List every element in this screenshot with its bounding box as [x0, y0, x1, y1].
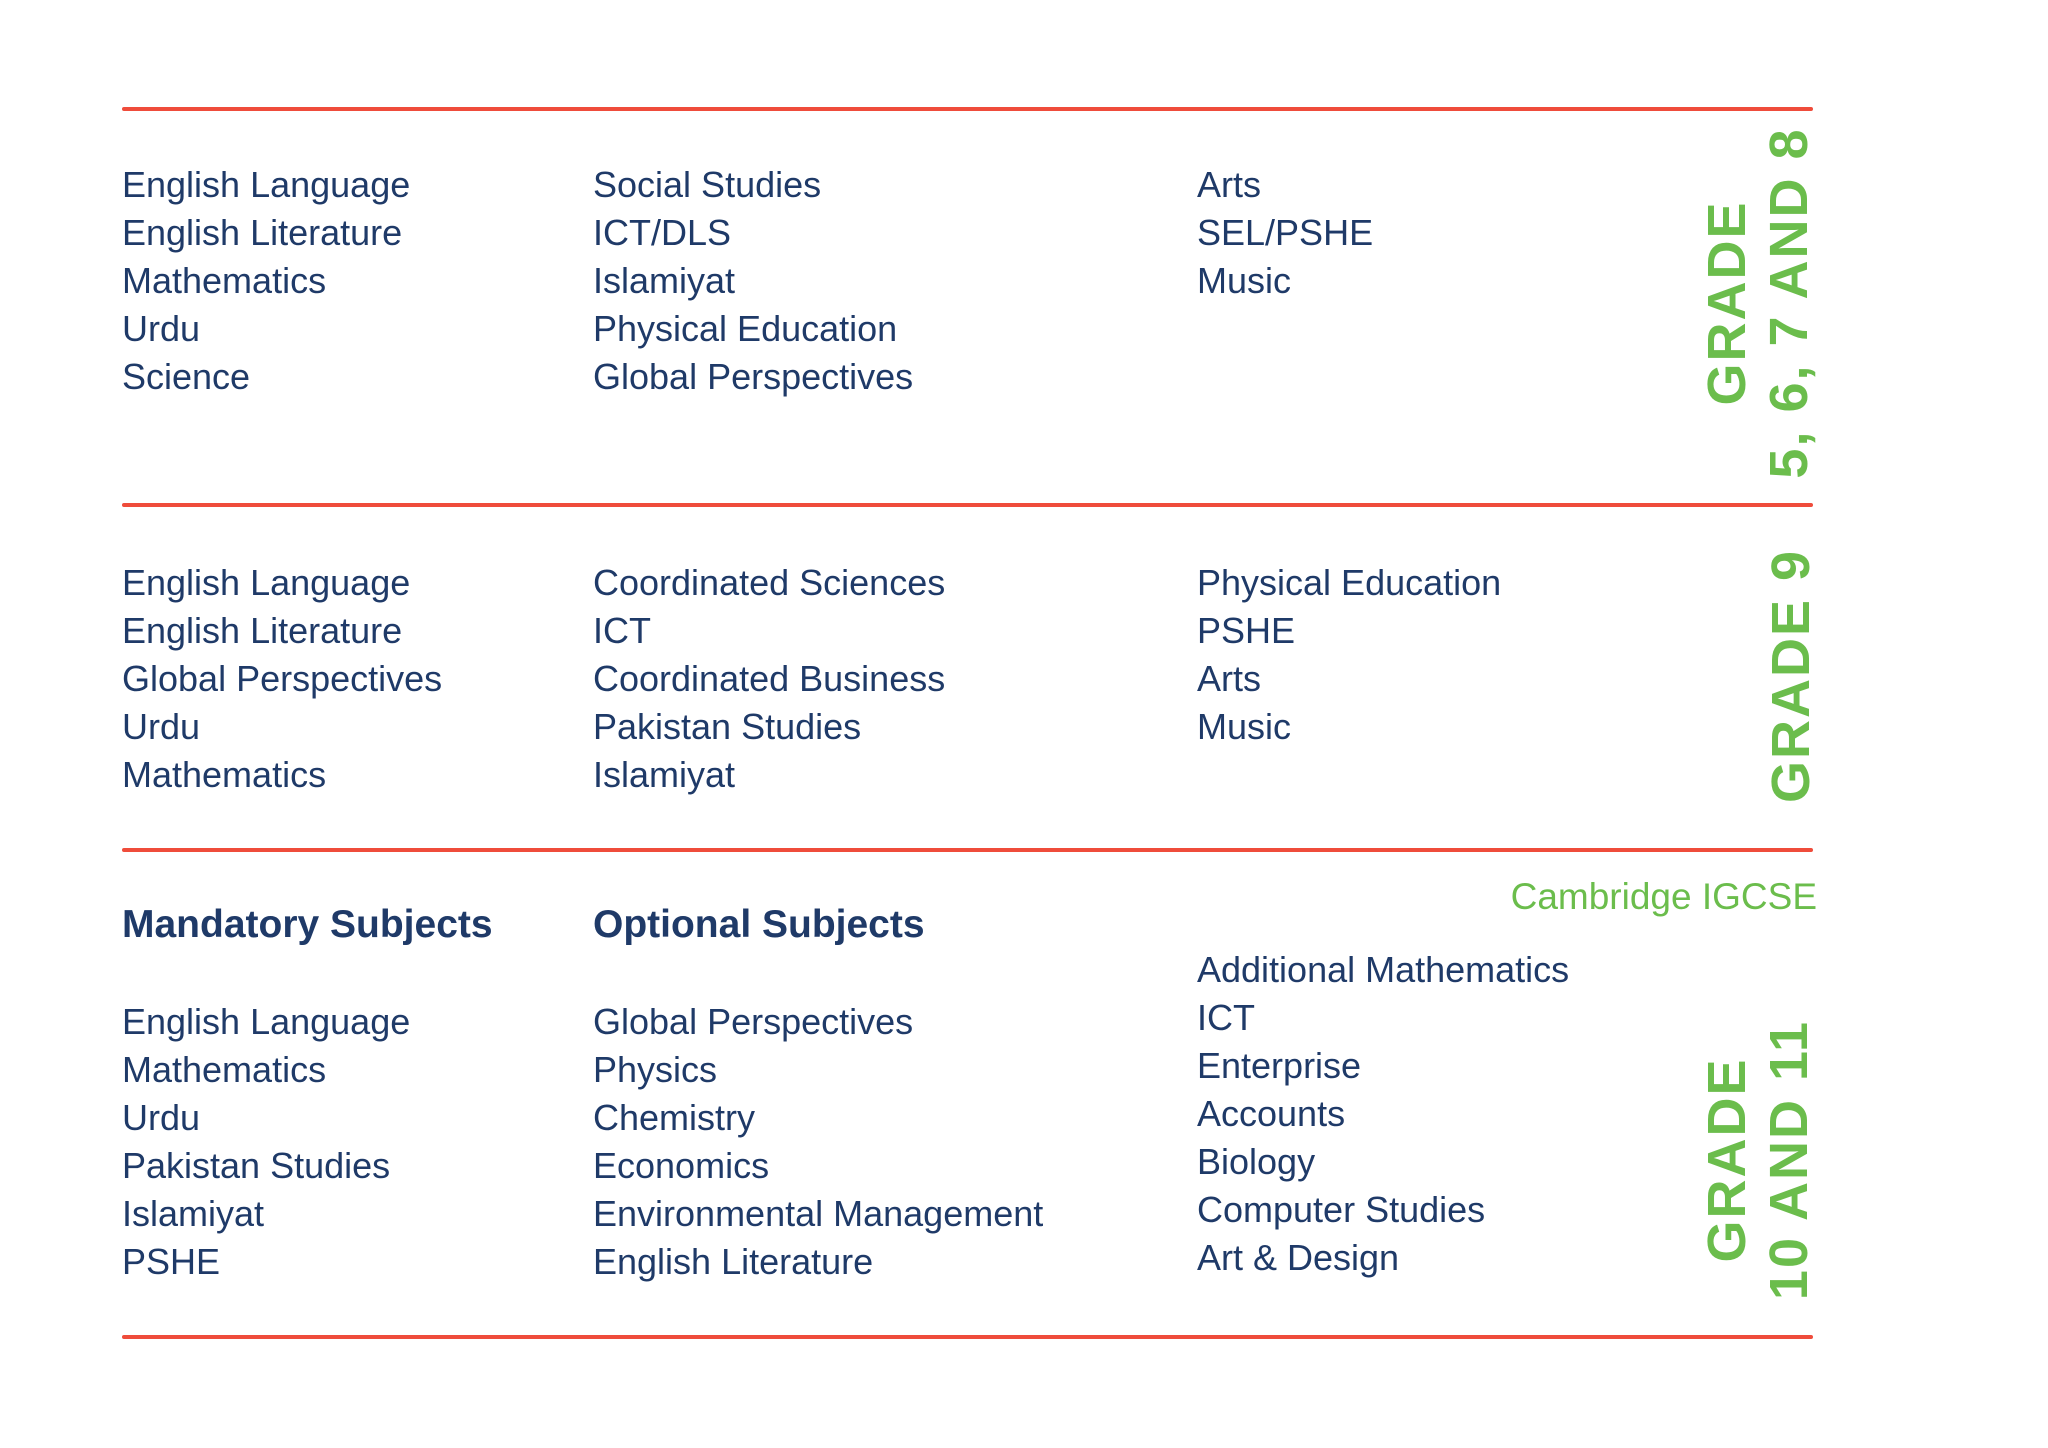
subject-item: Islamiyat — [593, 754, 736, 795]
subject-item: English Language — [122, 1001, 411, 1042]
subject-item: ICT/DLS — [593, 212, 732, 253]
subject-column-mandatory — [122, 998, 410, 1286]
subject-item: Urdu — [122, 308, 201, 349]
subject-item: Physics — [593, 1049, 718, 1090]
subject-item: Pakistan Studies — [122, 1145, 391, 1186]
grade-9-label — [1760, 526, 1822, 826]
subject-item: Global Perspectives — [593, 1001, 914, 1042]
grade-label-line: GRADE 9 — [1761, 548, 1821, 804]
subject-item: Additional Mathematics — [1197, 949, 1570, 990]
subject-item: English Literature — [122, 610, 403, 651]
grade-label-line: GRADE — [1697, 200, 1757, 406]
subject-item: Music — [1197, 260, 1292, 301]
subject-item: ICT — [593, 610, 651, 651]
subject-item: Environmental Management — [593, 1193, 1044, 1234]
subject-column — [1197, 161, 1373, 305]
subject-item: Physical Education — [1197, 562, 1502, 603]
subject-item: Arts — [1197, 164, 1262, 205]
section-divider-top — [122, 107, 1813, 111]
subject-item: Social Studies — [593, 164, 822, 205]
subject-item: Biology — [1197, 1141, 1316, 1182]
subject-item: Physical Education — [593, 308, 898, 349]
subject-item: Urdu — [122, 706, 201, 747]
subject-column — [1197, 559, 1501, 751]
section-divider-bottom — [122, 1335, 1813, 1339]
subject-item: Economics — [593, 1145, 770, 1186]
section-divider-grade9-bottom — [122, 848, 1813, 852]
grade-5-8-label — [1696, 93, 1820, 513]
subject-column — [593, 161, 913, 401]
subject-item: Accounts — [1197, 1093, 1346, 1134]
subject-column — [122, 559, 442, 799]
subject-item: English Language — [122, 164, 411, 205]
section-divider-grade5-8-bottom — [122, 503, 1813, 507]
subject-item: SEL/PSHE — [1197, 212, 1374, 253]
cambridge-igcse-label: Cambridge IGCSE — [1510, 876, 1817, 917]
subject-item: Music — [1197, 706, 1292, 747]
subject-item: PSHE — [1197, 610, 1296, 651]
subject-item: Mathematics — [122, 260, 327, 301]
subject-item: PSHE — [122, 1241, 221, 1282]
grade-label-line: 10 AND 11 — [1759, 1019, 1819, 1301]
subject-item: Chemistry — [593, 1097, 756, 1138]
grade-10-11-label — [1696, 950, 1820, 1370]
subject-item: Computer Studies — [1197, 1189, 1486, 1230]
subject-item: Global Perspectives — [122, 658, 443, 699]
subject-item: English Language — [122, 562, 411, 603]
subject-item: Islamiyat — [593, 260, 736, 301]
subject-item: English Literature — [593, 1241, 874, 1282]
subject-item: Global Perspectives — [593, 356, 914, 397]
subject-item: Pakistan Studies — [593, 706, 862, 747]
grade-label-line: 5, 6, 7 AND 8 — [1759, 127, 1819, 479]
subject-item: Islamiyat — [122, 1193, 265, 1234]
subject-item: Coordinated Sciences — [593, 562, 946, 603]
subject-item: English Literature — [122, 212, 403, 253]
subject-item: Art & Design — [1197, 1237, 1400, 1278]
subject-column — [122, 161, 410, 401]
subject-item: Science — [122, 356, 251, 397]
subject-item: Arts — [1197, 658, 1262, 699]
mandatory-subjects-header: Mandatory Subjects — [122, 903, 493, 946]
subject-column-igcse-electives — [1197, 946, 1569, 1282]
subject-column — [593, 559, 945, 799]
optional-subjects-header: Optional Subjects — [593, 903, 925, 946]
grade-label-line: GRADE — [1697, 1057, 1757, 1263]
subject-item: ICT — [1197, 997, 1255, 1038]
subject-item: Urdu — [122, 1097, 201, 1138]
subject-column-optional — [593, 998, 1043, 1286]
subject-item: Mathematics — [122, 754, 327, 795]
subject-item: Enterprise — [1197, 1045, 1362, 1086]
subject-item: Coordinated Business — [593, 658, 946, 699]
subject-item: Mathematics — [122, 1049, 327, 1090]
